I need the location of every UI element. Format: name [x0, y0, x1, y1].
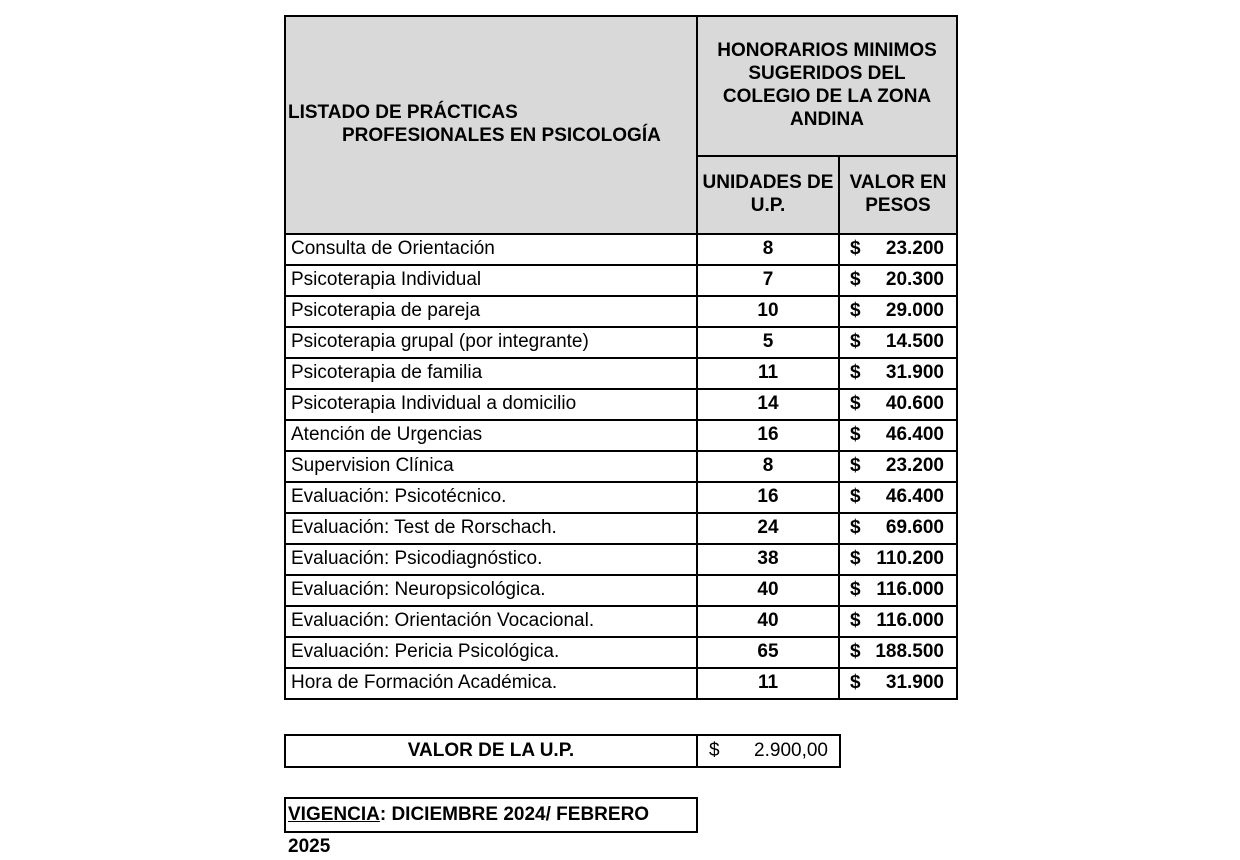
currency-sign: $ [850, 548, 861, 570]
currency-sign: $ [850, 610, 861, 632]
practice-name: Psicoterapia de familia [285, 358, 697, 389]
practice-value: 69.600 [885, 517, 944, 539]
table-row [285, 389, 957, 420]
table-row [285, 668, 957, 699]
up-value-currency: $ [709, 740, 720, 761]
practice-units: 14 [697, 389, 839, 420]
practice-value-cell [839, 482, 957, 513]
fees-header-title: HONORARIOS MINIMOS SUGERIDOS DEL COLEGIO DE LA ZONA ANDINA [717, 40, 937, 130]
up-value-table [284, 734, 841, 768]
table-row [285, 265, 957, 296]
currency-sign: $ [850, 517, 861, 539]
practice-value-cell [839, 513, 957, 544]
practices-header-cell [285, 16, 697, 234]
practice-value: 46.400 [885, 486, 944, 508]
currency-sign: $ [850, 579, 861, 601]
practice-value: 46.400 [885, 424, 944, 446]
table-row [285, 606, 957, 637]
practice-value-cell [839, 451, 957, 482]
practice-name: Psicoterapia grupal (por integrante) [285, 327, 697, 358]
currency-sign: $ [850, 300, 861, 322]
practice-value: 110.200 [876, 548, 944, 570]
practice-value-cell [839, 544, 957, 575]
currency-sign: $ [850, 424, 861, 446]
practice-value: 40.600 [885, 393, 944, 415]
practice-name: Consulta de Orientación [285, 234, 697, 265]
practice-units: 16 [697, 482, 839, 513]
currency-sign: $ [850, 393, 861, 415]
currency-sign: $ [850, 486, 861, 508]
practice-value: 29.000 [885, 300, 944, 322]
practice-value-cell [839, 389, 957, 420]
value-column-header: VALOR EN PESOS [839, 156, 957, 234]
practice-value: 188.500 [875, 641, 944, 663]
table-row [285, 575, 957, 606]
currency-sign: $ [850, 331, 861, 353]
table-row [285, 420, 957, 451]
practice-units: 40 [697, 575, 839, 606]
practice-units: 10 [697, 296, 839, 327]
practice-value-cell [839, 637, 957, 668]
practice-units: 65 [697, 637, 839, 668]
up-value-amount: 2.900,00 [754, 740, 828, 761]
practice-units: 8 [697, 234, 839, 265]
currency-sign: $ [850, 269, 861, 291]
practice-name: Evaluación: Psicotécnico. [285, 482, 697, 513]
practice-value-cell [839, 358, 957, 389]
units-column-header: UNIDADES DE U.P. [697, 156, 839, 234]
practice-value-cell [839, 575, 957, 606]
practice-name: Psicoterapia de pareja [285, 296, 697, 327]
practice-name: Atención de Urgencias [285, 420, 697, 451]
practice-value-cell [839, 234, 957, 265]
practice-value: 31.900 [885, 672, 944, 694]
practice-value: 116.000 [876, 610, 944, 632]
practice-value: 23.200 [885, 455, 944, 477]
practice-value: 14.500 [885, 331, 944, 353]
practice-name: Evaluación: Orientación Vocacional. [285, 606, 697, 637]
practice-value-cell [839, 296, 957, 327]
table-row [285, 513, 957, 544]
vigencia-text: : DICIEMBRE 2024/ FEBRERO 2025 [288, 804, 650, 857]
up-value-cell [697, 735, 840, 767]
practices-rows [285, 234, 957, 699]
practice-value-cell [839, 606, 957, 637]
currency-sign: $ [850, 641, 861, 663]
practice-value: 20.300 [885, 269, 944, 291]
practice-name: Hora de Formación Académica. [285, 668, 697, 699]
fees-header-cell [697, 16, 957, 156]
practice-name: Evaluación: Neuropsicológica. [285, 575, 697, 606]
practice-units: 11 [697, 358, 839, 389]
table-row [285, 234, 957, 265]
table-row [285, 482, 957, 513]
currency-sign: $ [850, 672, 861, 694]
practice-units: 40 [697, 606, 839, 637]
vigencia-box [284, 797, 698, 857]
table-row [285, 358, 957, 389]
practice-units: 7 [697, 265, 839, 296]
practice-units: 16 [697, 420, 839, 451]
practice-units: 24 [697, 513, 839, 544]
practices-header-line1: LISTADO DE PRÁCTICAS [288, 102, 518, 124]
practice-units: 8 [697, 451, 839, 482]
practice-value-cell [839, 327, 957, 358]
table-row [285, 451, 957, 482]
practice-name: Psicoterapia Individual [285, 265, 697, 296]
table-row [285, 637, 957, 668]
currency-sign: $ [850, 362, 861, 384]
practice-name: Evaluación: Pericia Psicológica. [285, 637, 697, 668]
fees-table [284, 15, 958, 700]
practice-value: 116.000 [876, 579, 944, 601]
practice-name: Supervision Clínica [285, 451, 697, 482]
practices-header-line2: PROFESIONALES EN PSICOLOGÍA [342, 125, 661, 146]
up-value-label: VALOR DE LA U.P. [285, 735, 697, 767]
practice-units: 5 [697, 327, 839, 358]
practice-units: 11 [697, 668, 839, 699]
table-row [285, 327, 957, 358]
practice-name: Psicoterapia Individual a domicilio [285, 389, 697, 420]
practice-value-cell [839, 265, 957, 296]
currency-sign: $ [850, 238, 861, 260]
vigencia-label: VIGENCIA [288, 804, 380, 825]
practice-name: Evaluación: Psicodiagnóstico. [285, 544, 697, 575]
practice-value: 31.900 [885, 362, 944, 384]
practice-value: 23.200 [885, 238, 944, 260]
practice-value-cell [839, 420, 957, 451]
table-row [285, 296, 957, 327]
table-row [285, 544, 957, 575]
practice-units: 38 [697, 544, 839, 575]
practice-name: Evaluación: Test de Rorschach. [285, 513, 697, 544]
currency-sign: $ [850, 455, 861, 477]
practice-value-cell [839, 668, 957, 699]
